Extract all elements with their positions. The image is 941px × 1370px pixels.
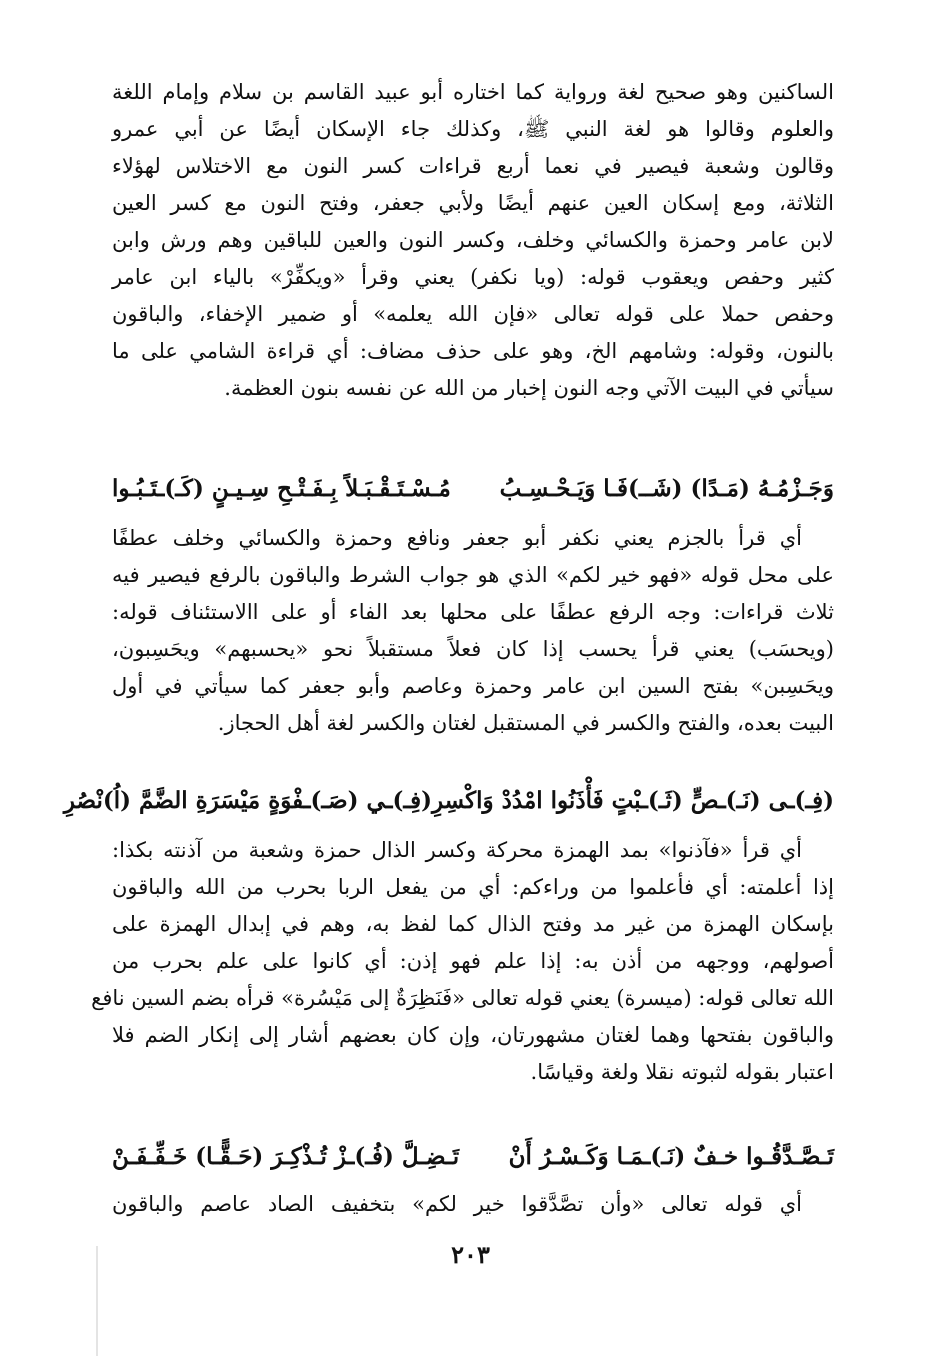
- text-line: ثلاث قراءات: وجه الرفع عطفًا على محلها بعد الفاء أو على االاستئناف قوله:: [112, 600, 834, 624]
- paragraph-4: [112, 1186, 834, 1223]
- text-line: وحفص حملا على قوله تعالى «فإن الله يعلمه» أو ضمير الإخفاء، والباقون: [112, 302, 834, 326]
- text-line: بإسكان الهمزة من غير مد وفتح الذال كما لفظ به، وهم في إبدال الهمزة على: [112, 912, 834, 936]
- text-line: ويحَسِبن» بفتح السين ابن عامر وحمزة وعاصم وأبو جعفر كما سيأتي في أول: [112, 674, 834, 698]
- paragraph-1: [112, 74, 834, 407]
- text-line: الثلاثة، ومع إسكان العين عنهم أيضًا ولأبي جعفر، وفتح النون مع كسر العين: [112, 191, 834, 215]
- text-line: بالنون، وقوله: وشامهم الخ، وهو على حذف مضاف: أي قراءة الشامي على ما: [112, 339, 834, 363]
- verse-first-hemistich: وَجَـزْمُـهُ (مَـدًا) (شَــ)فَـا وَيَـحْـسِـبُ: [499, 474, 834, 502]
- verse-second-hemistich: تَـضِـلَّ (فُـ)ـزْ تُـذْكِـرَ (حَـقًّـا) خَـفِّـفَـنْ: [112, 1142, 460, 1170]
- text-line: البيت بعده، والفتح والكسر في المستقبل لغتان والكسر لغة أهل الحجاز.: [217, 711, 834, 735]
- page-number: ٢٠٣: [451, 1240, 490, 1269]
- verse-1: [112, 468, 834, 508]
- text-line: والباقون بفتحها وهما لغتان مشهورتان، وإن كان بعضهم أشار إلى إنكار الضم فلا: [112, 1023, 834, 1047]
- text-line: (ويحسَب) يعني قرأ يحسب إذا كان فعلاً مستقبلاً نحو «يحسبهم» ويحَسِبون،: [112, 637, 834, 661]
- verse-second-hemistich: (فِـ)ـي (صَـ)ـفْوَةٍ مَيْسَرَةِ الضَّمَّ (اُ)نْصُرِ: [63, 786, 432, 814]
- verse-second-hemistich: مُـسْـتَـقْـبَـلاً بِـفَـتْـحِ سِـيـنٍ (كَـ)ـتَـبُـوا: [112, 474, 451, 502]
- verse-3: [112, 1136, 834, 1176]
- text-line: وقالون وشعبة فيصير في نعما أربع قراءات كسر النون مع الاختلاس لهؤلاء: [112, 154, 834, 178]
- verse-first-hemistich: (فِـ)ـى (نَـ)ـصٍّ (ثَـ)ـبْتٍ فَأْذَنُوا امْدُدْ وَاكْسِرِ: [431, 786, 834, 814]
- text-line: سيأتي في البيت الآتي وجه النون إخبار من الله عن نفسه بنون العظمة.: [224, 376, 834, 400]
- text-line: أصولهم، ووجهه من أذن به: إذا علم فهو إذن: أي كانوا على علم بحرب من: [112, 949, 834, 973]
- text-line: على محل قوله «فهو خير لكم» الذي هو جواب الشرط والباقون بالرفع فيصير فيه: [112, 563, 834, 587]
- text-line: أي قوله تعالى «وأن تصَّدَّقوا خير لكم» بتخفيف الصاد عاصم والباقون: [112, 1192, 802, 1216]
- verse-first-hemistich: تَـصَّـدَّقُـوا خـفٌ (نَـ)ـمَـا وَكَـسْـرُ أَنْ: [508, 1142, 834, 1170]
- paragraph-3: [91, 832, 834, 1091]
- text-line: اعتبار بقوله لثبوته نقلا ولغة وقياسًا.: [530, 1060, 834, 1084]
- text-line: لابن عامر وحمزة والكسائي وخلف، وكسر النون والعين للباقين وهم ورش وابن: [112, 228, 834, 252]
- text-line: الله تعالى قوله: (ميسرة) يعني قوله تعالى «فَنَظِرَةٌ إلى مَيْسُرة» قرأه بضم السين نافع: [91, 986, 834, 1010]
- paragraph-2: [112, 520, 834, 742]
- scan-edge-divider: [96, 1246, 98, 1356]
- text-line: إذا أعلمته: أي فأعلموا من وراءكم: أي من يفعل الربا بحرب من الله والباقون: [112, 875, 834, 899]
- text-line: كثير وحفص ويعقوب قوله: (ويا نكفر) يعني وقرأ «ويكفِّرْ» بالياء ابن عامر: [112, 265, 834, 289]
- verse-2: [63, 780, 834, 820]
- text-line: الساكنين وهو صحيح لغة ورواية كما اختاره أبو عبيد القاسم بن سلام وإمام اللغة: [112, 80, 834, 104]
- text-line: والعلوم وقالوا هو لغة النبي ﷺ، وكذلك جاء الإسكان أيضًا عن أبي عمرو: [112, 117, 834, 141]
- text-line: أي قرأ «فآذنوا» بمد الهمزة محركة وكسر الذال حمزة وشعبة من آذنته بكذا:: [112, 838, 802, 862]
- text-line: أي قرأ بالجزم يعني نكفر أبو جعفر ونافع وحمزة والكسائي وخلف عطفًا: [112, 526, 802, 550]
